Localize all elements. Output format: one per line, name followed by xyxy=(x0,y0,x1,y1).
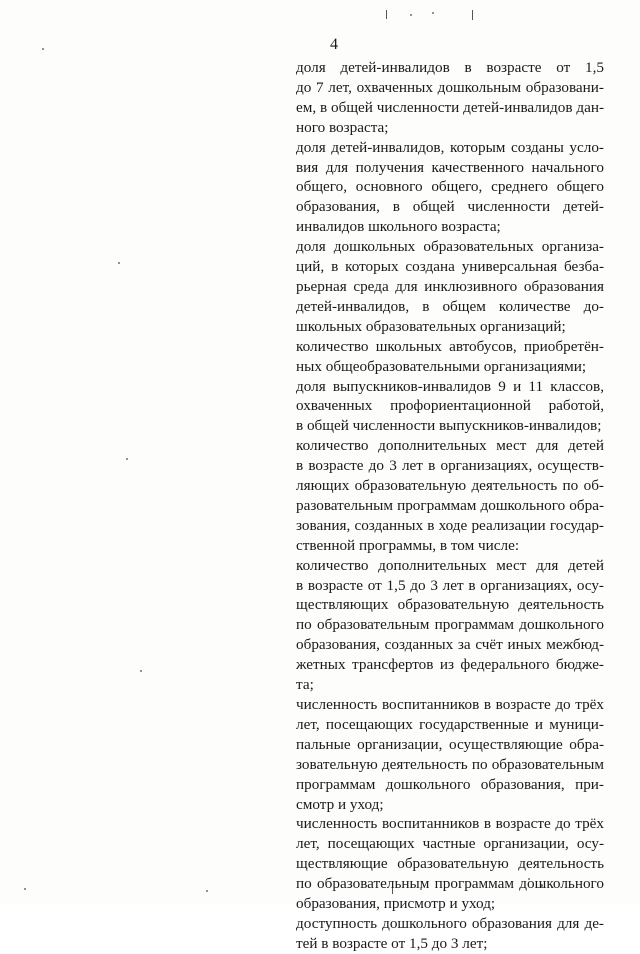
text-line: инвалидов школьного возраста; xyxy=(296,218,501,236)
text-line: зования, созданных в ходе реализации государ- xyxy=(296,516,604,534)
text-line: в возрасте от 1,5 до 3 лет в организациях, осу- xyxy=(296,576,604,594)
scan-speck xyxy=(140,670,142,672)
text-line: лет, посещающих частные организации, осу- xyxy=(296,835,604,853)
paragraph xyxy=(296,914,604,954)
paragraph xyxy=(296,237,604,337)
text-line: доступность дошкольного образования для де- xyxy=(296,914,604,932)
text-line: та; xyxy=(296,676,314,694)
paragraph xyxy=(296,814,604,914)
text-line: разовательным программам дошкольного обра- xyxy=(296,496,604,514)
paragraph xyxy=(296,695,604,814)
text-line: в возрасте до 3 лет в организациях, осуществ- xyxy=(296,457,604,475)
scan-speck xyxy=(432,12,434,14)
text-line: доля детей-инвалидов в возрасте от 1,5 xyxy=(296,59,604,76)
text-line: ем, в общей численности детей-инвалидов дан- xyxy=(296,98,604,116)
text-line: доля дошкольных образовательных организа- xyxy=(296,238,604,256)
text-line: численность воспитанников в возрасте до трёх xyxy=(296,696,604,713)
paragraph xyxy=(296,436,604,555)
text-line: количество дополнительных мест для детей xyxy=(296,556,604,574)
text-line: ляющих образовательную деятельность по об- xyxy=(296,477,604,495)
text-line: школьных образовательных организаций; xyxy=(296,317,566,335)
text-line: тей в возрасте от 1,5 до 3 лет; xyxy=(296,934,488,952)
text-line: рьерная среда для инклюзивного образования xyxy=(296,277,604,295)
text-line: в общей численности выпускников-инвалидов; xyxy=(296,417,602,435)
paragraph xyxy=(296,138,604,238)
text-line: программам дошкольного образования, при- xyxy=(296,775,604,793)
text-line: по образовательным программам дошкольного xyxy=(296,875,604,893)
text-line: зовательную деятельность по образовательным xyxy=(296,755,604,773)
text-line: смотр и уход; xyxy=(296,795,384,813)
text-line: количество школьных автобусов, приобретён- xyxy=(296,337,604,355)
text-line: образования, созданных за счёт иных межбюд- xyxy=(296,636,604,654)
document-body xyxy=(296,58,604,954)
paragraph xyxy=(296,58,604,138)
scan-speck xyxy=(126,458,128,460)
text-line: ного возраста; xyxy=(296,118,389,136)
scan-speck xyxy=(118,262,120,264)
paragraph xyxy=(296,377,604,437)
text-line: жетных трансфертов из федерального бюдже- xyxy=(296,656,604,674)
text-line: пальные организации, осуществляющие обра- xyxy=(296,735,604,753)
paragraph xyxy=(296,337,604,377)
scan-mark xyxy=(472,10,473,20)
scan-mark xyxy=(386,10,387,19)
text-line: численность воспитанников в возрасте до трёх xyxy=(296,815,604,833)
text-line: детей-инвалидов, в общем количестве до- xyxy=(296,297,604,315)
text-line: доля детей-инвалидов, которым созданы усло- xyxy=(296,138,604,156)
scan-speck xyxy=(24,888,26,890)
text-line: ществляющих образовательную деятельность xyxy=(296,596,604,614)
scan-speck xyxy=(410,14,412,16)
text-line: ций, в которых создана универсальная безба- xyxy=(296,258,604,276)
text-line: ственной программы, в том числе: xyxy=(296,536,520,554)
text-line: образования, в общей численности детей- xyxy=(296,198,604,216)
page-number: 4 xyxy=(330,36,338,53)
text-line: доля выпускников-инвалидов 9 и 11 классов, xyxy=(296,377,604,395)
text-line: вия для получения качественного начального xyxy=(296,158,604,176)
text-line: общего, основного общего, среднего общего xyxy=(296,178,604,196)
text-line: ных общеобразовательными организациями; xyxy=(296,357,587,375)
text-line: количество дополнительных мест для детей xyxy=(296,437,604,455)
text-line: охваченных профориентационной работой, xyxy=(296,397,604,415)
paragraph xyxy=(296,556,604,695)
text-line: до 7 лет, охваченных дошкольным образовани- xyxy=(296,78,604,96)
text-line: ществляющие образовательную деятельность xyxy=(296,855,604,873)
text-line: лет, посещающих государственные и муници- xyxy=(296,715,604,733)
text-line: образования, присмотр и уход; xyxy=(296,895,496,913)
scan-speck xyxy=(206,890,208,892)
text-line: по образовательным программам дошкольного xyxy=(296,616,604,634)
